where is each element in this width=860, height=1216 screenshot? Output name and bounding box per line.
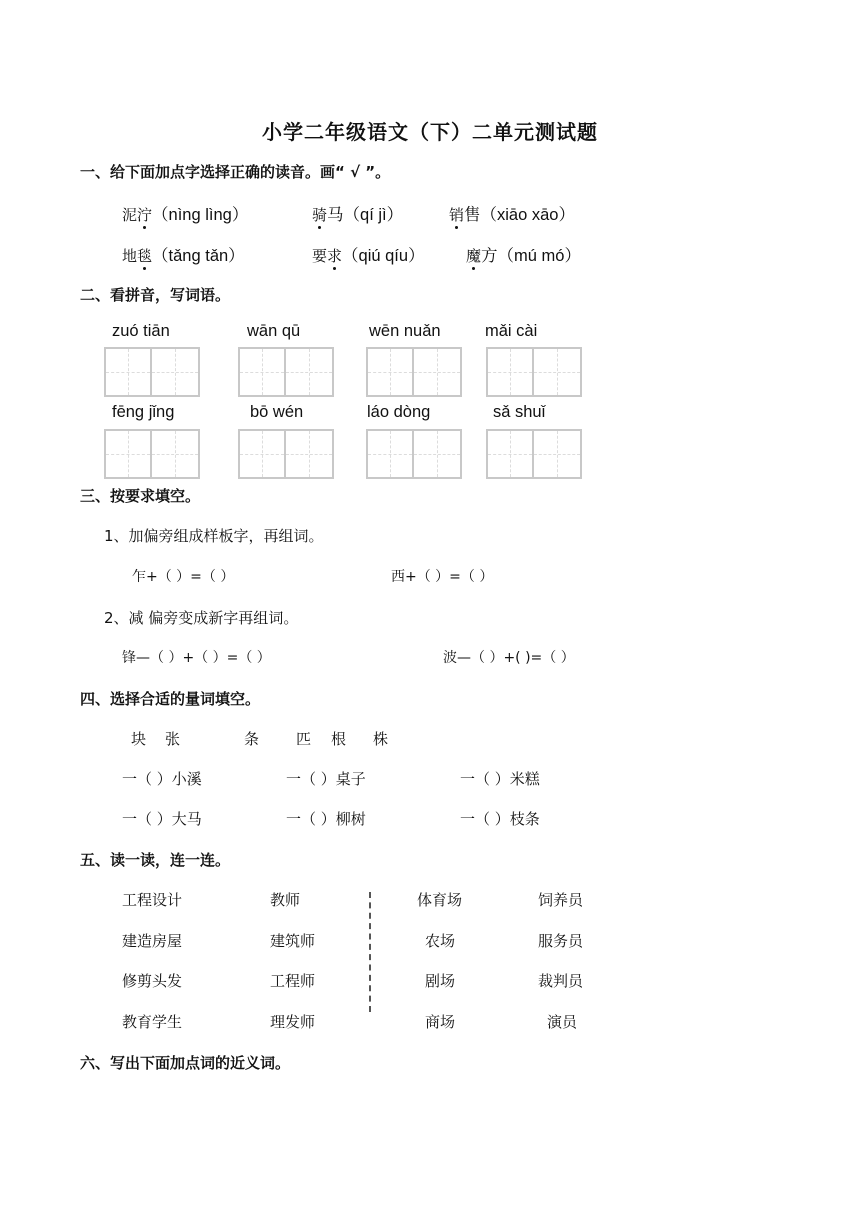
q4-blank[interactable]: 一（ ）小溪 [122,770,202,788]
section-3-heading: 三、按要求填空。 [80,487,201,505]
pinyin-label: sǎ shuǐ [493,403,546,421]
writing-grid[interactable] [366,347,462,397]
section-4-heading: 四、选择合适的量词填空。 [80,690,261,708]
match-item-left[interactable]: 工程设计 [122,891,183,909]
writing-grid[interactable] [104,347,200,397]
match-item-left[interactable]: 体育场 [417,891,463,909]
section-6-heading: 六、写出下面加点词的近义词。 [80,1054,291,1072]
q4-blank[interactable]: 一（ ）柳树 [286,810,366,828]
match-item-right[interactable]: 服务员 [538,932,584,950]
measure-word: 张 [165,730,181,748]
q3-prompt-1: 1、加偏旁组成样板字，再组词。 [104,527,324,545]
pinyin-label: wēn nuǎn [369,322,441,340]
match-item-left[interactable]: 建造房屋 [122,932,183,950]
dotted-char: 毯 [137,247,153,265]
measure-word: 匹 [296,730,312,748]
q3-prompt-2: 2、减 偏旁变成新字再组词。 [104,609,299,627]
q1-item: 泥泞（nìng lìng） [122,206,249,224]
section-2-heading: 二、看拼音，写词语。 [80,286,231,304]
q4-blank[interactable]: 一（ ）枝条 [460,810,540,828]
pinyin-label: zuó tiān [112,322,170,340]
match-item-right[interactable]: 教师 [270,891,301,909]
q3-blank-2a[interactable]: 锋—（ ）+（ ）=（ ） [122,650,271,666]
q1-item: 地毯（tǎng tǎn） [122,247,245,265]
match-item-right[interactable]: 建筑师 [270,932,316,950]
dotted-char: 骑 [312,206,328,224]
section-5-heading: 五、读一读，连一连。 [80,851,231,869]
dotted-char: 魔 [466,247,482,265]
match-item-right[interactable]: 理发师 [270,1013,316,1031]
match-item-right[interactable]: 工程师 [270,972,316,990]
q3-blank-1a[interactable]: 乍+（ ）=（ ） [132,569,235,585]
dotted-char: 销 [449,206,465,224]
measure-word: 根 [331,730,347,748]
match-item-right[interactable]: 裁判员 [538,972,584,990]
q4-blank[interactable]: 一（ ）桌子 [286,770,366,788]
dashed-divider [369,892,371,1012]
pinyin-label: láo dòng [367,403,431,421]
writing-grid[interactable] [238,429,334,479]
pinyin-label: bō wén [250,403,304,421]
match-item-left[interactable]: 修剪头发 [122,972,183,990]
q1-item: 销售（xiāo xāo） [449,206,575,224]
writing-grid[interactable] [238,347,334,397]
page-title: 小学二年级语文（下）二单元测试题 [262,120,598,144]
pinyin-label: fēng jǐng [112,403,175,421]
q4-blank[interactable]: 一（ ）米糕 [460,770,540,788]
match-item-right[interactable]: 演员 [547,1013,578,1031]
writing-grid[interactable] [366,429,462,479]
pinyin-label: mǎi cài [485,322,538,340]
q4-blank[interactable]: 一（ ）大马 [122,810,202,828]
writing-grid[interactable] [486,347,582,397]
pinyin-label: wān qū [247,322,301,340]
match-item-left[interactable]: 教育学生 [122,1013,183,1031]
q1-item: 骑马（qí jì） [312,206,404,224]
match-item-left[interactable]: 农场 [425,932,456,950]
measure-word: 条 [244,730,260,748]
q1-item: 魔方（mú mó） [466,247,581,265]
section-1-heading: 一、给下面加点字选择正确的读音。画“ √ ”。 [80,163,391,181]
dotted-char: 泞 [137,206,153,224]
q1-item: 要求（qiú qíu） [312,247,425,265]
q3-blank-2b[interactable]: 波—（ ）+( )=（ ） [443,650,575,666]
measure-word: 株 [373,730,389,748]
measure-word: 块 [131,730,147,748]
writing-grid[interactable] [486,429,582,479]
match-item-right[interactable]: 饲养员 [538,891,584,909]
writing-grid[interactable] [104,429,200,479]
q3-blank-1b[interactable]: 西+（ ）=（ ） [391,569,494,585]
match-item-left[interactable]: 剧场 [425,972,456,990]
dotted-char: 求 [327,247,343,265]
match-item-left[interactable]: 商场 [425,1013,456,1031]
